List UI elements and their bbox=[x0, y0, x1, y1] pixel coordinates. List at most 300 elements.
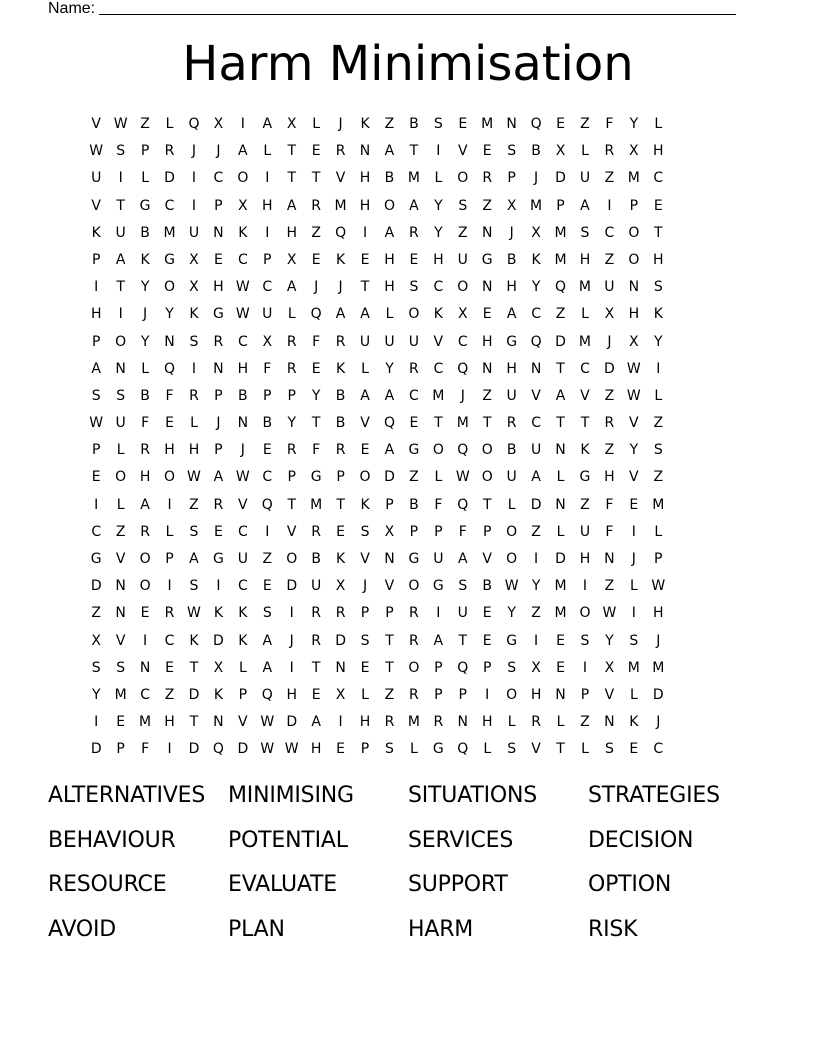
grid-letter[interactable]: C bbox=[433, 360, 444, 377]
grid-letter[interactable]: H bbox=[530, 686, 542, 703]
grid-letter[interactable]: B bbox=[140, 387, 150, 404]
grid-letter[interactable]: H bbox=[237, 360, 249, 377]
grid-letter[interactable]: N bbox=[164, 333, 175, 350]
grid-letter[interactable]: H bbox=[359, 170, 371, 187]
grid-letter[interactable]: S bbox=[507, 659, 517, 676]
grid-letter[interactable]: I bbox=[265, 170, 270, 187]
grid-letter[interactable]: C bbox=[262, 279, 273, 296]
grid-letter[interactable]: H bbox=[164, 714, 175, 731]
grid-letter[interactable]: Y bbox=[654, 333, 663, 350]
grid-letter[interactable]: G bbox=[408, 551, 420, 567]
grid-letter[interactable]: O bbox=[164, 279, 176, 296]
grid-letter[interactable]: R bbox=[286, 360, 297, 377]
grid-letter[interactable]: J bbox=[656, 632, 661, 649]
grid-letter[interactable]: E bbox=[311, 251, 321, 268]
grid-letter[interactable]: A bbox=[140, 496, 150, 513]
grid-letter[interactable]: V bbox=[482, 551, 492, 567]
grid-letter[interactable]: H bbox=[90, 306, 102, 323]
grid-letter[interactable]: S bbox=[189, 523, 199, 540]
grid-letter[interactable]: I bbox=[289, 659, 294, 676]
grid-letter[interactable]: K bbox=[580, 442, 590, 459]
grid-letter[interactable]: S bbox=[433, 116, 443, 132]
grid-letter[interactable]: D bbox=[188, 686, 200, 703]
grid-letter[interactable]: N bbox=[481, 279, 493, 296]
grid-letter[interactable]: F bbox=[165, 387, 174, 404]
grid-letter[interactable]: Y bbox=[531, 578, 541, 595]
grid-letter[interactable]: Y bbox=[531, 279, 541, 296]
grid-letter[interactable]: H bbox=[604, 469, 615, 486]
grid-letter[interactable]: M bbox=[627, 659, 640, 676]
grid-letter[interactable]: N bbox=[213, 360, 224, 377]
grid-letter[interactable]: L bbox=[116, 496, 125, 513]
grid-letter[interactable]: C bbox=[237, 251, 248, 268]
grid-letter[interactable]: M bbox=[554, 578, 567, 595]
grid-letter[interactable]: G bbox=[579, 469, 591, 486]
grid-letter[interactable]: N bbox=[506, 116, 517, 132]
grid-letter[interactable]: N bbox=[604, 551, 615, 567]
grid-letter[interactable]: H bbox=[188, 442, 200, 459]
grid-letter[interactable]: E bbox=[409, 415, 419, 432]
grid-letter[interactable]: P bbox=[409, 523, 419, 540]
grid-letter[interactable]: M bbox=[530, 197, 543, 214]
grid-letter[interactable]: S bbox=[116, 659, 126, 676]
grid-letter[interactable]: S bbox=[360, 632, 370, 649]
grid-letter[interactable]: X bbox=[189, 279, 199, 296]
grid-letter[interactable]: P bbox=[360, 741, 370, 758]
grid-letter[interactable]: J bbox=[460, 387, 465, 404]
grid-letter[interactable]: S bbox=[580, 632, 590, 649]
grid-letter[interactable]: A bbox=[384, 387, 395, 404]
grid-letter[interactable]: X bbox=[629, 333, 639, 350]
grid-letter[interactable]: A bbox=[262, 632, 273, 649]
grid-letter[interactable]: J bbox=[191, 143, 197, 160]
grid-letter[interactable]: K bbox=[189, 306, 199, 323]
grid-letter[interactable]: H bbox=[139, 469, 151, 486]
grid-letter[interactable]: P bbox=[458, 686, 467, 703]
grid-letter[interactable]: Q bbox=[457, 659, 469, 676]
grid-letter[interactable]: K bbox=[360, 496, 370, 513]
grid-letter[interactable]: I bbox=[631, 523, 636, 540]
grid-letter[interactable]: A bbox=[335, 306, 346, 323]
grid-letter[interactable]: W bbox=[284, 741, 299, 758]
grid-letter[interactable]: L bbox=[629, 686, 638, 703]
grid-letter[interactable]: L bbox=[654, 387, 663, 404]
grid-letter[interactable]: Y bbox=[287, 415, 296, 432]
grid-letter[interactable]: K bbox=[629, 714, 639, 731]
grid-letter[interactable]: I bbox=[656, 360, 661, 377]
grid-letter[interactable]: I bbox=[534, 632, 539, 649]
grid-letter[interactable]: C bbox=[653, 741, 664, 758]
grid-letter[interactable]: N bbox=[384, 551, 395, 567]
grid-letter[interactable]: I bbox=[631, 605, 636, 622]
grid-letter[interactable]: Z bbox=[531, 605, 541, 622]
grid-letter[interactable]: G bbox=[408, 442, 420, 459]
grid-letter[interactable]: W bbox=[602, 605, 617, 622]
grid-letter[interactable]: Y bbox=[629, 442, 639, 459]
grid-letter[interactable]: S bbox=[189, 333, 199, 350]
grid-letter[interactable]: M bbox=[554, 224, 567, 241]
grid-letter[interactable]: Q bbox=[310, 306, 322, 323]
grid-letter[interactable]: H bbox=[628, 306, 640, 323]
grid-letter[interactable]: Q bbox=[457, 496, 469, 513]
grid-letter[interactable]: C bbox=[91, 523, 102, 540]
grid-letter[interactable]: W bbox=[187, 469, 201, 486]
grid-letter[interactable]: J bbox=[240, 442, 245, 459]
grid-letter[interactable]: B bbox=[140, 224, 150, 241]
grid-letter[interactable]: B bbox=[335, 387, 346, 404]
grid-letter[interactable]: O bbox=[115, 333, 127, 350]
grid-letter[interactable]: L bbox=[165, 116, 174, 132]
grid-letter[interactable]: K bbox=[189, 632, 199, 649]
grid-letter[interactable]: T bbox=[434, 415, 443, 432]
grid-letter[interactable]: I bbox=[216, 578, 221, 595]
grid-letter[interactable]: T bbox=[336, 496, 345, 513]
grid-letter[interactable]: E bbox=[140, 605, 150, 622]
grid-letter[interactable]: S bbox=[116, 387, 126, 404]
grid-letter[interactable]: N bbox=[115, 578, 126, 595]
grid-letter[interactable]: M bbox=[554, 605, 567, 622]
grid-letter[interactable]: S bbox=[604, 741, 614, 758]
grid-letter[interactable]: P bbox=[385, 496, 394, 513]
grid-letter[interactable]: J bbox=[338, 279, 343, 296]
grid-letter[interactable]: Z bbox=[164, 686, 175, 703]
grid-letter[interactable]: T bbox=[458, 632, 468, 649]
grid-letter[interactable]: S bbox=[507, 741, 517, 758]
grid-letter[interactable]: K bbox=[238, 632, 248, 649]
grid-letter[interactable]: T bbox=[189, 659, 199, 676]
grid-letter[interactable]: Z bbox=[311, 224, 321, 241]
grid-letter[interactable]: M bbox=[554, 251, 567, 268]
grid-letter[interactable]: H bbox=[359, 197, 371, 214]
grid-letter[interactable]: P bbox=[91, 251, 101, 268]
grid-letter[interactable]: A bbox=[262, 659, 273, 676]
grid-letter[interactable]: P bbox=[507, 170, 516, 187]
grid-letter[interactable]: O bbox=[408, 306, 420, 323]
grid-letter[interactable]: M bbox=[407, 170, 420, 187]
grid-letter[interactable]: B bbox=[482, 578, 493, 595]
grid-letter[interactable]: P bbox=[91, 333, 101, 350]
grid-letter[interactable]: Z bbox=[580, 714, 590, 731]
grid-letter[interactable]: H bbox=[384, 279, 395, 296]
grid-letter[interactable]: K bbox=[433, 306, 443, 323]
grid-letter[interactable]: U bbox=[237, 551, 248, 567]
grid-letter[interactable]: B bbox=[238, 387, 248, 404]
grid-letter[interactable]: A bbox=[238, 143, 248, 160]
grid-letter[interactable]: A bbox=[457, 551, 468, 567]
grid-letter[interactable]: O bbox=[481, 442, 493, 459]
grid-letter[interactable]: X bbox=[457, 306, 468, 323]
grid-letter[interactable]: P bbox=[580, 686, 590, 703]
grid-letter[interactable]: V bbox=[238, 714, 248, 731]
grid-letter[interactable]: U bbox=[408, 333, 420, 350]
grid-letter[interactable]: N bbox=[604, 714, 615, 731]
grid-letter[interactable]: H bbox=[653, 605, 664, 622]
grid-letter[interactable]: I bbox=[265, 224, 270, 241]
grid-letter[interactable]: E bbox=[482, 632, 492, 649]
grid-letter[interactable]: S bbox=[189, 578, 199, 595]
grid-letter[interactable]: O bbox=[506, 523, 518, 540]
grid-letter[interactable]: U bbox=[115, 224, 126, 241]
grid-letter[interactable]: J bbox=[314, 279, 319, 296]
grid-letter[interactable]: R bbox=[531, 714, 541, 731]
grid-letter[interactable]: A bbox=[384, 442, 395, 459]
grid-letter[interactable]: Q bbox=[164, 360, 176, 377]
grid-letter[interactable]: R bbox=[604, 143, 615, 160]
grid-letter[interactable]: A bbox=[409, 197, 419, 214]
grid-letter[interactable]: L bbox=[654, 523, 663, 540]
grid-letter[interactable]: H bbox=[286, 686, 297, 703]
grid-letter[interactable]: I bbox=[485, 686, 490, 703]
grid-letter[interactable]: M bbox=[578, 333, 592, 350]
grid-letter[interactable]: C bbox=[237, 333, 248, 350]
grid-letter[interactable]: H bbox=[359, 714, 371, 731]
grid-letter[interactable]: B bbox=[506, 442, 517, 459]
grid-letter[interactable]: E bbox=[213, 251, 223, 268]
grid-letter[interactable]: U bbox=[457, 605, 468, 622]
grid-letter[interactable]: R bbox=[286, 442, 297, 459]
grid-letter[interactable]: X bbox=[189, 251, 199, 268]
grid-letter[interactable]: Y bbox=[165, 306, 174, 323]
grid-letter[interactable]: T bbox=[556, 415, 565, 432]
grid-letter[interactable]: R bbox=[335, 442, 346, 459]
grid-letter[interactable]: T bbox=[556, 360, 565, 377]
grid-letter[interactable]: V bbox=[115, 551, 126, 567]
grid-letter[interactable]: L bbox=[483, 741, 492, 758]
grid-letter[interactable]: H bbox=[433, 251, 444, 268]
grid-letter[interactable]: N bbox=[555, 496, 566, 513]
grid-letter[interactable]: J bbox=[362, 578, 368, 595]
grid-letter[interactable]: X bbox=[286, 251, 297, 268]
grid-letter[interactable]: V bbox=[335, 170, 346, 187]
grid-letter[interactable]: J bbox=[509, 224, 514, 241]
grid-letter[interactable]: O bbox=[408, 578, 420, 595]
grid-letter[interactable]: P bbox=[629, 197, 639, 214]
grid-letter[interactable]: E bbox=[629, 741, 639, 758]
grid-letter[interactable]: C bbox=[237, 578, 248, 595]
grid-letter[interactable]: Z bbox=[604, 251, 615, 268]
grid-letter[interactable]: M bbox=[407, 714, 420, 731]
grid-letter[interactable]: Z bbox=[580, 116, 590, 132]
grid-letter[interactable]: B bbox=[506, 251, 517, 268]
grid-letter[interactable]: A bbox=[286, 197, 297, 214]
grid-letter[interactable]: W bbox=[455, 469, 470, 486]
grid-letter[interactable]: C bbox=[580, 360, 590, 377]
grid-letter[interactable]: T bbox=[287, 496, 296, 513]
grid-letter[interactable]: G bbox=[432, 741, 444, 758]
grid-letter[interactable]: P bbox=[360, 605, 370, 622]
grid-letter[interactable]: T bbox=[311, 659, 321, 676]
grid-letter[interactable]: Y bbox=[434, 224, 443, 241]
grid-letter[interactable]: P bbox=[287, 387, 296, 404]
grid-letter[interactable]: F bbox=[312, 333, 321, 350]
grid-letter[interactable]: S bbox=[653, 279, 663, 296]
grid-letter[interactable]: O bbox=[481, 469, 493, 486]
grid-letter[interactable]: K bbox=[531, 251, 541, 268]
grid-letter[interactable]: W bbox=[89, 415, 104, 432]
grid-letter[interactable]: P bbox=[482, 659, 492, 676]
grid-letter[interactable]: U bbox=[115, 415, 126, 432]
grid-letter[interactable]: L bbox=[581, 306, 589, 323]
grid-letter[interactable]: O bbox=[628, 251, 640, 268]
grid-letter[interactable]: P bbox=[434, 686, 443, 703]
grid-letter[interactable]: H bbox=[164, 442, 175, 459]
grid-letter[interactable]: T bbox=[482, 496, 492, 513]
grid-letter[interactable]: E bbox=[116, 714, 126, 731]
grid-letter[interactable]: L bbox=[385, 306, 394, 323]
grid-letter[interactable]: H bbox=[262, 197, 273, 214]
grid-letter[interactable]: W bbox=[626, 360, 641, 377]
grid-letter[interactable]: K bbox=[213, 686, 223, 703]
grid-letter[interactable]: Z bbox=[384, 686, 395, 703]
grid-letter[interactable]: O bbox=[237, 170, 249, 187]
grid-letter[interactable]: H bbox=[481, 333, 493, 350]
grid-letter[interactable]: Q bbox=[457, 741, 469, 758]
grid-letter[interactable]: A bbox=[262, 116, 273, 132]
grid-letter[interactable]: R bbox=[335, 333, 346, 350]
grid-letter[interactable]: H bbox=[481, 714, 493, 731]
grid-letter[interactable]: J bbox=[216, 415, 221, 432]
grid-letter[interactable]: Z bbox=[115, 523, 126, 540]
grid-letter[interactable]: E bbox=[262, 578, 272, 595]
grid-letter[interactable]: P bbox=[263, 251, 272, 268]
grid-letter[interactable]: T bbox=[360, 279, 370, 296]
grid-letter[interactable]: U bbox=[262, 306, 273, 323]
grid-letter[interactable]: E bbox=[556, 632, 565, 649]
grid-letter[interactable]: V bbox=[629, 415, 639, 432]
grid-letter[interactable]: X bbox=[629, 143, 639, 160]
grid-letter[interactable]: K bbox=[140, 251, 150, 268]
grid-letter[interactable]: T bbox=[385, 632, 394, 649]
grid-letter[interactable]: J bbox=[607, 333, 612, 350]
grid-letter[interactable]: R bbox=[384, 714, 395, 731]
grid-letter[interactable]: Q bbox=[530, 333, 542, 350]
grid-letter[interactable]: H bbox=[506, 279, 517, 296]
grid-letter[interactable]: L bbox=[361, 360, 369, 377]
grid-letter[interactable]: R bbox=[335, 605, 346, 622]
grid-letter[interactable]: U bbox=[506, 469, 517, 486]
grid-letter[interactable]: A bbox=[189, 551, 199, 567]
grid-letter[interactable]: P bbox=[556, 197, 565, 214]
grid-letter[interactable]: V bbox=[629, 469, 639, 486]
grid-letter[interactable]: A bbox=[555, 387, 566, 404]
grid-letter[interactable]: Q bbox=[261, 686, 273, 703]
grid-letter[interactable]: B bbox=[409, 116, 419, 132]
grid-letter[interactable]: U bbox=[604, 279, 615, 296]
grid-letter[interactable]: Z bbox=[604, 170, 615, 187]
grid-letter[interactable]: R bbox=[213, 333, 224, 350]
grid-letter[interactable]: N bbox=[481, 360, 493, 377]
grid-letter[interactable]: N bbox=[481, 224, 493, 241]
grid-letter[interactable]: P bbox=[336, 469, 345, 486]
grid-letter[interactable]: L bbox=[556, 714, 565, 731]
grid-letter[interactable]: H bbox=[506, 360, 517, 377]
grid-letter[interactable]: X bbox=[506, 197, 517, 214]
grid-letter[interactable]: T bbox=[385, 659, 394, 676]
grid-letter[interactable]: B bbox=[311, 551, 321, 567]
grid-letter[interactable]: I bbox=[94, 714, 99, 731]
grid-letter[interactable]: M bbox=[114, 686, 127, 703]
grid-letter[interactable]: I bbox=[582, 578, 588, 595]
grid-letter[interactable]: B bbox=[384, 170, 395, 187]
grid-letter[interactable]: I bbox=[582, 659, 588, 676]
grid-letter[interactable]: C bbox=[433, 279, 444, 296]
grid-letter[interactable]: F bbox=[605, 496, 614, 513]
grid-letter[interactable]: A bbox=[91, 360, 101, 377]
grid-letter[interactable]: Y bbox=[311, 387, 321, 404]
grid-letter[interactable]: Z bbox=[384, 116, 395, 132]
grid-letter[interactable]: C bbox=[531, 415, 541, 432]
grid-letter[interactable]: K bbox=[360, 116, 370, 132]
grid-letter[interactable]: Q bbox=[530, 116, 542, 132]
grid-letter[interactable]: O bbox=[164, 469, 176, 486]
grid-letter[interactable]: H bbox=[384, 251, 395, 268]
grid-letter[interactable]: I bbox=[436, 605, 441, 622]
grid-letter[interactable]: C bbox=[164, 197, 175, 214]
grid-letter[interactable]: L bbox=[263, 143, 272, 160]
grid-letter[interactable]: K bbox=[238, 224, 248, 241]
grid-letter[interactable]: A bbox=[360, 387, 370, 404]
grid-letter[interactable]: V bbox=[580, 387, 590, 404]
grid-letter[interactable]: L bbox=[165, 523, 174, 540]
grid-letter[interactable]: N bbox=[530, 360, 542, 377]
grid-letter[interactable]: G bbox=[506, 333, 518, 350]
grid-letter[interactable]: R bbox=[140, 523, 150, 540]
grid-letter[interactable]: P bbox=[434, 659, 443, 676]
grid-letter[interactable]: I bbox=[607, 197, 612, 214]
grid-letter[interactable]: H bbox=[653, 251, 664, 268]
grid-letter[interactable]: A bbox=[384, 143, 395, 160]
grid-letter[interactable]: Y bbox=[605, 632, 614, 649]
grid-letter[interactable]: U bbox=[311, 578, 322, 595]
grid-letter[interactable]: M bbox=[578, 279, 592, 296]
grid-letter[interactable]: T bbox=[482, 415, 492, 432]
grid-letter[interactable]: I bbox=[94, 496, 99, 513]
grid-letter[interactable]: F bbox=[605, 116, 614, 132]
grid-letter[interactable]: R bbox=[311, 523, 322, 540]
grid-letter[interactable]: A bbox=[311, 714, 321, 731]
grid-letter[interactable]: E bbox=[360, 659, 370, 676]
grid-letter[interactable]: M bbox=[139, 714, 152, 731]
grid-letter[interactable]: E bbox=[556, 116, 565, 132]
grid-letter[interactable]: X bbox=[335, 578, 346, 595]
grid-letter[interactable]: K bbox=[91, 224, 101, 241]
grid-letter[interactable]: S bbox=[458, 197, 468, 214]
grid-letter[interactable]: R bbox=[164, 143, 175, 160]
grid-letter[interactable]: R bbox=[409, 224, 419, 241]
grid-letter[interactable]: C bbox=[164, 632, 175, 649]
grid-letter[interactable]: J bbox=[534, 170, 539, 187]
grid-letter[interactable]: Q bbox=[188, 116, 200, 132]
grid-letter[interactable]: V bbox=[384, 578, 395, 595]
grid-letter[interactable]: S bbox=[458, 578, 468, 595]
grid-letter[interactable]: C bbox=[409, 387, 419, 404]
grid-letter[interactable]: D bbox=[164, 170, 175, 187]
grid-letter[interactable]: X bbox=[531, 659, 541, 676]
grid-letter[interactable]: K bbox=[238, 605, 248, 622]
grid-letter[interactable]: L bbox=[141, 170, 149, 187]
grid-letter[interactable]: X bbox=[262, 333, 273, 350]
grid-letter[interactable]: P bbox=[214, 442, 223, 459]
grid-letter[interactable]: U bbox=[579, 170, 591, 187]
grid-letter[interactable]: N bbox=[628, 279, 640, 296]
grid-letter[interactable]: W bbox=[89, 143, 104, 160]
grid-letter[interactable]: L bbox=[141, 360, 149, 377]
grid-letter[interactable]: Z bbox=[531, 523, 541, 540]
grid-letter[interactable]: T bbox=[189, 714, 199, 731]
grid-letter[interactable]: R bbox=[433, 714, 444, 731]
grid-letter[interactable]: M bbox=[432, 387, 445, 404]
grid-letter[interactable]: S bbox=[507, 143, 517, 160]
